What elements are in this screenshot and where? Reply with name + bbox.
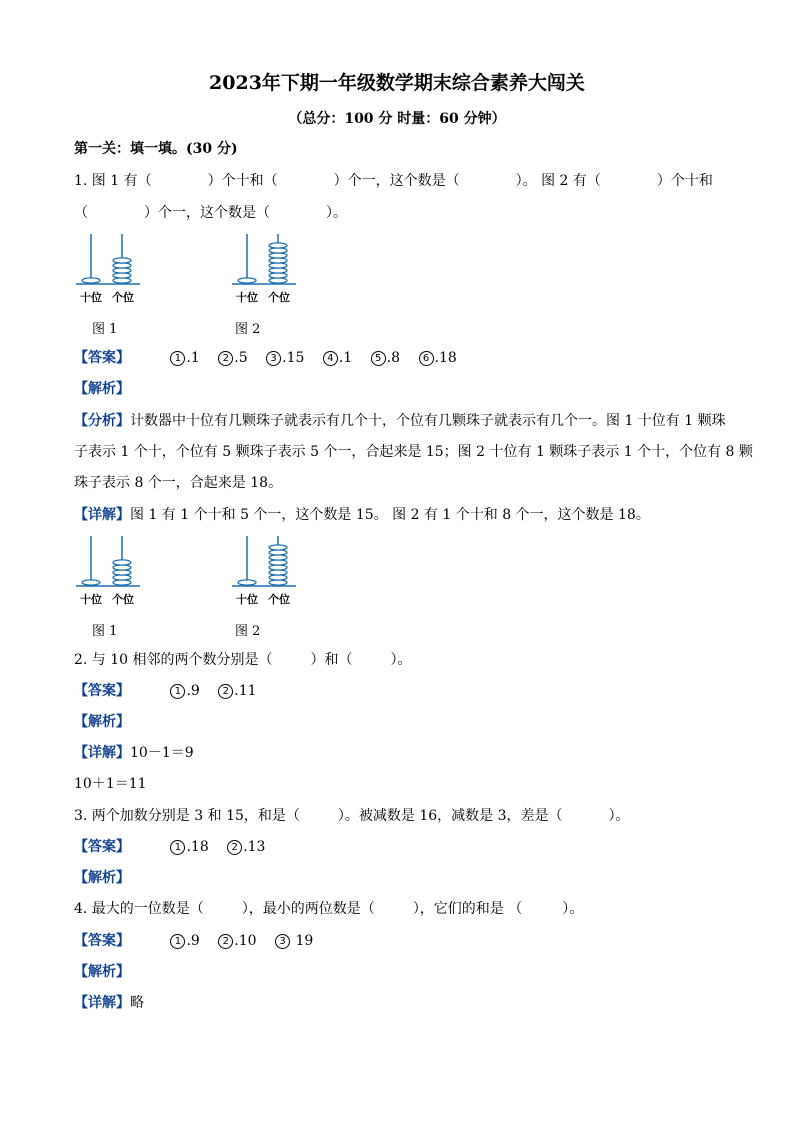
q4-detail: 【详解】略 [74, 995, 144, 1011]
q2-answer [74, 682, 271, 700]
ones-bead [269, 545, 287, 550]
ones-label: 个位 [112, 291, 134, 304]
tens-bead [238, 278, 256, 283]
q3-question: 3. 两个加数分别是 3 和 15，和是（ ）。被减数是 16，减数是 3，差是（ ）。 [74, 808, 630, 824]
q4-question: 4. 最大的一位数是（ ），最小的两位数是（ ），它们的和是 （ ）。 [74, 901, 584, 917]
q1-text-d: ）。 图 2 有（ [515, 173, 601, 189]
q1-fenxi-line3: 珠子表示 8 个一，合起来是 18。 [74, 475, 283, 491]
analysis-tag: 【解析】 [74, 714, 130, 730]
figure-caption-2: 图 2 [235, 624, 261, 639]
tens-bead [238, 580, 256, 585]
tens-label: 十位 [80, 291, 102, 304]
q2-question: 2. 与 10 相邻的两个数分别是（ ）和（ ）。 [74, 652, 412, 668]
answer-item: 1 .1 [170, 349, 199, 367]
figure-caption-2: 图 2 [235, 322, 261, 337]
ones-bead [269, 243, 287, 248]
ones-label: 个位 [112, 593, 134, 606]
tens-label: 十位 [236, 593, 258, 606]
ones-bead [113, 258, 131, 263]
q1-line2 [74, 204, 347, 222]
q2-detail: 【详解】10－1＝9 [74, 745, 194, 761]
answer-item: 2 .5 [218, 349, 247, 367]
figure-caption-1: 图 1 [92, 624, 118, 639]
answer-item: 1 .9 [170, 932, 199, 950]
answer-tag: 【答案】 [74, 933, 130, 949]
answer-tag: 【答案】 [74, 350, 130, 366]
q1-text-h: ）。 [326, 205, 347, 221]
tens-label: 十位 [236, 291, 258, 304]
analysis-tag: 【解析】 [74, 381, 130, 397]
answer-item: 3 19 [275, 932, 313, 950]
tens-label: 十位 [80, 593, 102, 606]
answer-item: 1 .18 [170, 838, 208, 856]
exam-info: （总分：100 分 时量：60 分钟） [288, 111, 506, 127]
q1-text-a: 1. 图 1 有（ [74, 173, 152, 189]
q3-answer [74, 838, 279, 856]
ones-label: 个位 [268, 291, 290, 304]
ones-label: 个位 [268, 593, 290, 606]
answer-tag: 【答案】 [74, 683, 130, 699]
answer-item: 2 .11 [218, 682, 256, 700]
answer-tag: 【答案】 [74, 839, 130, 855]
q2-detail-2: 10＋1＝11 [74, 776, 147, 792]
q1-text-c: ）个一，这个数是（ [333, 173, 460, 189]
analysis-tag: 【解析】 [74, 964, 130, 980]
q1-text-g: ）个一，这个数是（ [144, 205, 270, 221]
ones-bead [113, 560, 131, 565]
answer-item: 6 .18 [419, 349, 457, 367]
q1-text-f: （ [74, 205, 88, 221]
answer-item: 1 .9 [170, 682, 199, 700]
tens-bead [82, 278, 100, 283]
answer-item: 2 .10 [218, 932, 256, 950]
q1-detail: 【详解】图 1 有 1 个十和 5 个一，这个数是 15。 图 2 有 1 个十和 8 个一，这个数是 18。 [74, 507, 650, 523]
page-title: 2023年下期一年级数学期末综合素养大闯关 [209, 72, 585, 94]
q4-answer [74, 932, 327, 950]
tens-bead [82, 580, 100, 585]
figure-caption-1: 图 1 [92, 322, 118, 337]
q1-text-b: ）个十和（ [207, 173, 278, 189]
answer-item: 4 .1 [323, 349, 352, 367]
q1-fenxi-line1: 【分析】计数器中十位有几颗珠子就表示有几个十，个位有几颗珠子就表示有几个一。图 1 十位有 1 颗珠 [74, 413, 726, 429]
answer-item: 5 .8 [371, 349, 400, 367]
q1-text-e: ）个十和 [656, 173, 713, 189]
analysis-tag: 【解析】 [74, 870, 130, 886]
q1-line1 [74, 172, 713, 190]
q1-answer [74, 349, 471, 367]
answer-item: 2 .13 [227, 838, 265, 856]
section-heading: 第一关：填一填。(30 分) [74, 141, 238, 157]
answer-item: 3 .15 [266, 349, 304, 367]
q1-fenxi-line2: 子表示 1 个十，个位有 5 颗珠子表示 5 个一，合起来是 15；图 2 十位有 1 颗珠子表示 1 个十，个位有 8 颗 [74, 444, 753, 460]
